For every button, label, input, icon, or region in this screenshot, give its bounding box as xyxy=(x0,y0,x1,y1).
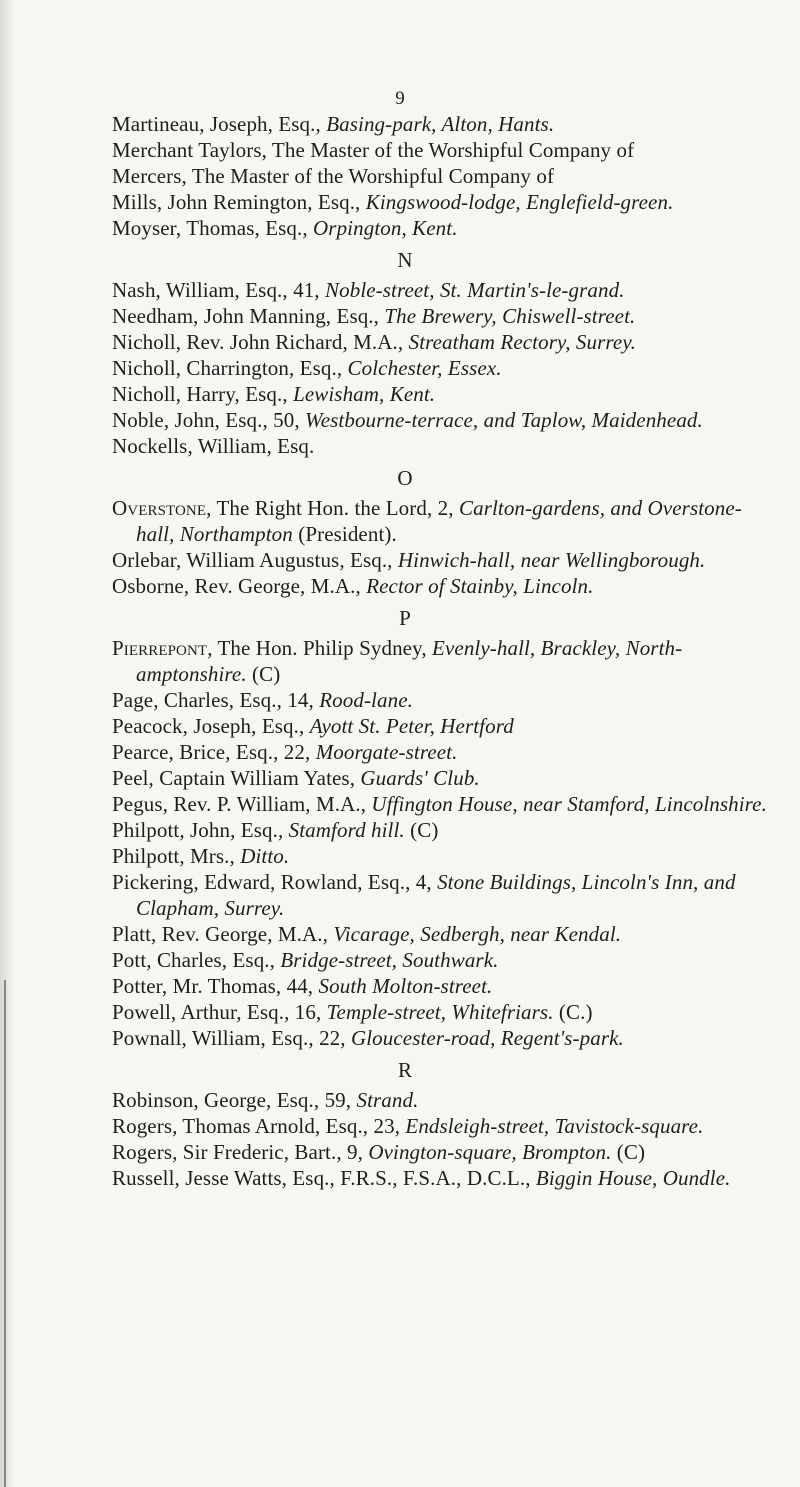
list-entry xyxy=(0,739,800,765)
name-text: (C) xyxy=(404,818,439,842)
address-text: Strand. xyxy=(356,1088,419,1112)
entry-line xyxy=(0,303,800,329)
list-entry xyxy=(0,215,800,241)
section-letter: N xyxy=(397,248,413,272)
list-entry xyxy=(0,495,800,547)
address-text: Rood-lane. xyxy=(319,688,413,712)
entry-line xyxy=(0,277,800,303)
address-text: Ayott St. Peter, Hertford xyxy=(309,714,514,738)
entry-line xyxy=(0,433,800,459)
name-text: Osborne, Rev. George, M.A., xyxy=(112,574,367,598)
list-entry xyxy=(0,303,800,329)
entry-line xyxy=(0,869,800,895)
entry-line xyxy=(0,1139,800,1165)
entry-line xyxy=(0,921,800,947)
name-text: Noble, John, Esq., 50, xyxy=(112,408,306,432)
name-text: Martineau, Joseph, Esq., xyxy=(112,112,327,136)
address-text: Ditto. xyxy=(240,844,290,868)
name-text: Page, Charles, Esq., 14, xyxy=(112,688,320,712)
entry-line xyxy=(0,355,800,381)
address-text: Biggin House, Oundle. xyxy=(535,1166,731,1190)
address-text: Uffington House, near Stamford, Lincolnshire. xyxy=(371,792,767,816)
entry-line xyxy=(0,1165,800,1191)
list-entry xyxy=(0,921,800,947)
list-entry xyxy=(0,355,800,381)
list-entry xyxy=(0,407,800,433)
name-text: Nicholl, Rev. John Richard, M.A., xyxy=(112,330,409,354)
list-entry xyxy=(0,947,800,973)
name-text: (C) xyxy=(611,1140,646,1164)
name-text: Russell, Jesse Watts, Esq., F.R.S., F.S.A., D.C.L., xyxy=(112,1166,536,1190)
list-entry xyxy=(0,189,800,215)
name-text: Pott, Charles, Esq., xyxy=(112,948,281,972)
page-number: 9 xyxy=(395,88,405,109)
list-entry xyxy=(0,687,800,713)
entry-line xyxy=(0,547,800,573)
name-text: Nash, William, Esq., 41, xyxy=(112,278,326,302)
entry-line xyxy=(0,111,800,137)
address-text: Clapham, Surrey. xyxy=(136,896,285,920)
address-text: Evenly-hall, Brackley, North- xyxy=(432,636,683,660)
address-text: South Molton-street. xyxy=(318,974,493,998)
address-text: Vicarage, Sedbergh, near Kendal. xyxy=(333,922,622,946)
section-letter: O xyxy=(397,466,413,490)
name-text: Robinson, George, Esq., 59, xyxy=(112,1088,357,1112)
address-text: The Brewery, Chiswell-street. xyxy=(384,304,636,328)
address-text: Hinwich-hall, near Wellingborough. xyxy=(397,548,706,572)
address-text: Stamford hill. xyxy=(288,818,405,842)
list-entry xyxy=(0,381,800,407)
address-text: Moorgate-street. xyxy=(315,740,458,764)
name-text: Peacock, Joseph, Esq., xyxy=(112,714,310,738)
list-entry xyxy=(0,843,800,869)
name-text: (C.) xyxy=(553,1000,593,1024)
section-letter: P xyxy=(399,606,411,630)
list-entry xyxy=(0,111,800,137)
entry-line xyxy=(0,573,800,599)
entry-line xyxy=(0,973,800,999)
entry-line xyxy=(0,843,800,869)
name-text: Potter, Mr. Thomas, 44, xyxy=(112,974,319,998)
name-text: Pownall, William, Esq., 22, xyxy=(112,1026,351,1050)
address-text: Stone Buildings, Lincoln's Inn, and xyxy=(437,870,736,894)
list-entry xyxy=(0,1165,800,1191)
list-entry xyxy=(0,817,800,843)
address-text: Orpington, Kent. xyxy=(313,216,458,240)
list-entry xyxy=(0,1113,800,1139)
list-entry xyxy=(0,329,800,355)
address-text: Kingswood-lodge, Englefield-green. xyxy=(365,190,674,214)
address-text: Temple-street, Whitefriars. xyxy=(326,1000,554,1024)
entry-line xyxy=(0,999,800,1025)
name-small-caps: Pierrepont xyxy=(112,636,208,660)
address-text: Ovington-square, Brompton. xyxy=(368,1140,612,1164)
address-text: Lewisham, Kent. xyxy=(293,382,436,406)
name-text: Powell, Arthur, Esq., 16, xyxy=(112,1000,327,1024)
name-text: Orlebar, William Augustus, Esq., xyxy=(112,548,398,572)
address-text: Westbourne-terrace, and Taplow, Maidenhead. xyxy=(305,408,703,432)
address-text: Guards' Club. xyxy=(360,766,480,790)
name-text: Nicholl, Harry, Esq., xyxy=(112,382,294,406)
name-text: Needham, John Manning, Esq., xyxy=(112,304,385,328)
list-entry xyxy=(0,973,800,999)
name-text: , The Right Hon. the Lord, 2, xyxy=(206,496,459,520)
name-text: Nicholl, Charrington, Esq., xyxy=(112,356,348,380)
entry-line xyxy=(0,765,800,791)
address-text: Carlton-gardens, and Overstone- xyxy=(458,496,742,520)
list-entry xyxy=(0,765,800,791)
list-entry xyxy=(0,635,800,687)
entry-line xyxy=(0,407,800,433)
section-letter: R xyxy=(397,1058,412,1082)
address-text: amptonshire. xyxy=(136,662,247,686)
list-entry xyxy=(0,137,800,163)
entry-line xyxy=(0,817,800,843)
entry-line xyxy=(0,713,800,739)
address-text: Colchester, Essex. xyxy=(347,356,502,380)
list-entry xyxy=(0,277,800,303)
name-text: Philpott, John, Esq., xyxy=(112,818,289,842)
address-text: Gloucester-road, Regent's-park. xyxy=(350,1026,624,1050)
list-entry xyxy=(0,163,800,189)
list-entry xyxy=(0,999,800,1025)
address-text: Endsleigh-street, Tavistock-square. xyxy=(405,1114,704,1138)
entry-line xyxy=(0,1113,800,1139)
address-text: Bridge-street, Southwark. xyxy=(280,948,499,972)
list-entry xyxy=(0,791,800,817)
name-text: Peel, Captain William Yates, xyxy=(112,766,361,790)
name-text: Rogers, Sir Frederic, Bart., 9, xyxy=(112,1140,369,1164)
entry-line xyxy=(0,215,800,241)
entry-line xyxy=(0,495,800,521)
entry-line xyxy=(0,381,800,407)
name-text: Mills, John Remington, Esq., xyxy=(112,190,366,214)
list-entry xyxy=(0,869,800,921)
list-entry xyxy=(0,1087,800,1113)
name-text: Nockells, William, Esq. xyxy=(112,434,315,458)
entry-line xyxy=(0,739,800,765)
name-text: Rogers, Thomas Arnold, Esq., 23, xyxy=(112,1114,406,1138)
entry-line xyxy=(0,137,800,163)
name-text: Platt, Rev. George, M.A., xyxy=(112,922,334,946)
entry-line xyxy=(0,189,800,215)
entry-line xyxy=(0,1087,800,1113)
name-text: (President). xyxy=(292,522,397,546)
name-text: Pearce, Brice, Esq., 22, xyxy=(112,740,316,764)
address-text: Rector of Stainby, Lincoln. xyxy=(366,574,594,598)
name-text: Merchant Taylors, The Master of the Worshipful Company of xyxy=(112,138,635,162)
entry-line xyxy=(0,163,800,189)
address-text: Streatham Rectory, Surrey. xyxy=(408,330,636,354)
list-entry xyxy=(0,573,800,599)
list-entry xyxy=(0,1025,800,1051)
list-entry xyxy=(0,713,800,739)
name-text: Pickering, Edward, Rowland, Esq., 4, xyxy=(112,870,438,894)
entry-line-continued xyxy=(0,661,800,687)
subscriber-list xyxy=(0,111,800,1191)
entry-line xyxy=(0,329,800,355)
entry-line xyxy=(0,1025,800,1051)
entry-line-continued xyxy=(0,895,800,921)
name-text: (C) xyxy=(246,662,281,686)
name-text: Mercers, The Master of the Worshipful Company of xyxy=(112,164,555,188)
name-text: Moyser, Thomas, Esq., xyxy=(112,216,314,240)
entry-line xyxy=(0,635,800,661)
entry-line xyxy=(0,791,800,817)
name-small-caps: Overstone xyxy=(112,496,207,520)
entry-line xyxy=(0,687,800,713)
name-text: , The Hon. Philip Sydney, xyxy=(207,636,433,660)
name-text: Pegus, Rev. P. William, M.A., xyxy=(112,792,372,816)
address-text: Noble-street, St. Martin's-le-grand. xyxy=(325,278,625,302)
list-entry xyxy=(0,547,800,573)
list-entry xyxy=(0,433,800,459)
list-entry xyxy=(0,1139,800,1165)
entry-line-continued xyxy=(0,521,800,547)
entry-line xyxy=(0,947,800,973)
address-text: hall, Northampton xyxy=(136,522,293,546)
address-text: Basing-park, Alton, Hants. xyxy=(326,112,555,136)
name-text: Philpott, Mrs., xyxy=(112,844,241,868)
